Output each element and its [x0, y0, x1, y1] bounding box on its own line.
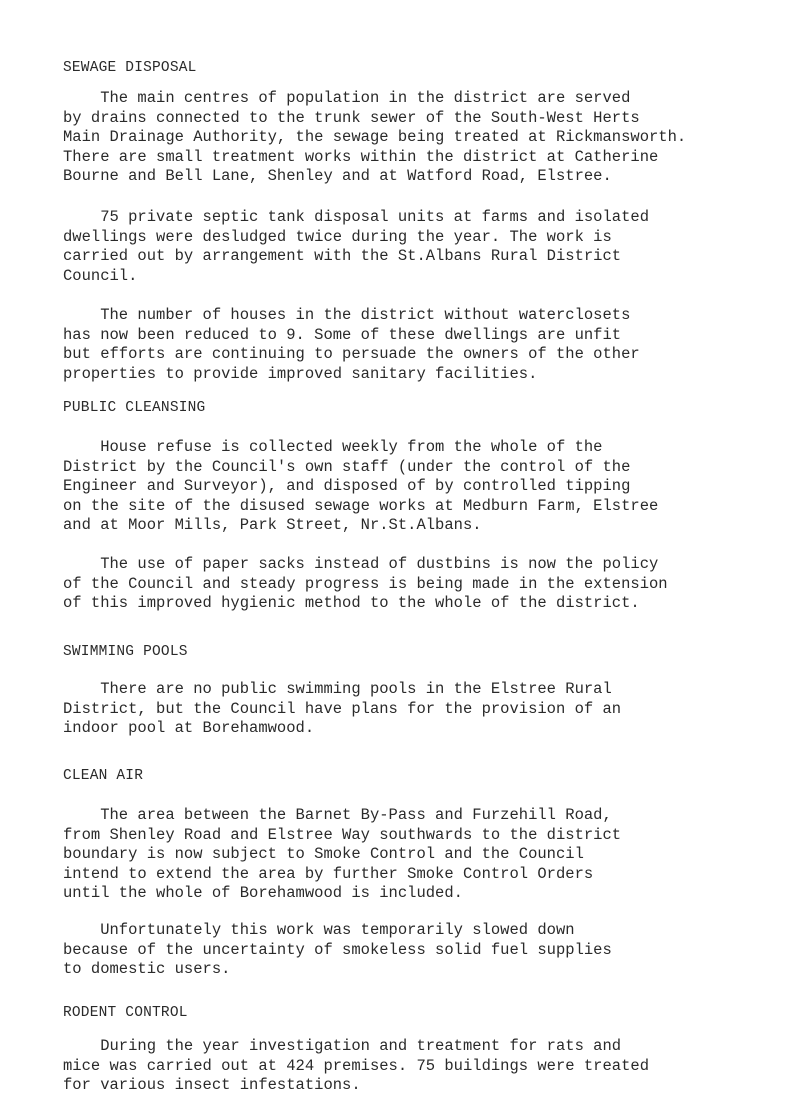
- heading-clean-air: CLEAN AIR: [63, 768, 144, 784]
- heading-swimming-pools: SWIMMING POOLS: [63, 644, 188, 660]
- paragraph-clean-air-1: The area between the Barnet By-Pass and Furzehill Road, from Shenley Road and Elstree Way southwards to the district boundary is now subject to Smoke Control and the Council intend to extend the area by further Smoke Control Orders until the whole of Borehamwood is included.: [63, 806, 622, 903]
- paragraph-clean-air-2: Unfortunately this work was temporarily slowed down because of the uncertainty of smokeless solid fuel supplies to domestic users.: [63, 921, 612, 979]
- paragraph-swimming-1: There are no public swimming pools in the Elstree Rural District, but the Council have plans for the provision of an indoor pool at Borehamwood.: [63, 680, 622, 738]
- paragraph-sewage-2: 75 private septic tank disposal units at farms and isolated dwellings were desludged twice during the year. The work is carried out by arrangement with the St.Albans Rural District Council.: [63, 208, 649, 285]
- paragraph-sewage-1: The main centres of population in the district are served by drains connected to the trunk sewer of the South-West Herts Main Drainage Authority, the sewage being treated at Rickmansworth. There are small treatment works within the district at Catherine Bourne and Bell Lane, Shenley and at Watford Road, Elstree.: [63, 89, 687, 186]
- heading-public-cleansing: PUBLIC CLEANSING: [63, 400, 206, 416]
- paragraph-sewage-3: The number of houses in the district without waterclosets has now been reduced to 9. Some of these dwellings are unfit but efforts are continuing to persuade the owners of the other properties to provide improved sanitary facilities.: [63, 306, 640, 383]
- heading-sewage-disposal: SEWAGE DISPOSAL: [63, 60, 197, 76]
- paragraph-cleansing-2: The use of paper sacks instead of dustbins is now the policy of the Council and steady progress is being made in the extension of this improved hygienic method to the whole of the district.: [63, 555, 668, 613]
- paragraph-cleansing-1: House refuse is collected weekly from the whole of the District by the Council's own staff (under the control of the Engineer and Surveyor), and disposed of by controlled tipping on the site of the disused sewage works at Medburn Farm, Elstree and at Moor Mills, Park Street, Nr.St.Albans.: [63, 438, 659, 535]
- heading-rodent-control: RODENT CONTROL: [63, 1005, 188, 1021]
- paragraph-rodent-1: During the year investigation and treatment for rats and mice was carried out at 424 premises. 75 buildings were treated for various insect infestations.: [63, 1037, 649, 1095]
